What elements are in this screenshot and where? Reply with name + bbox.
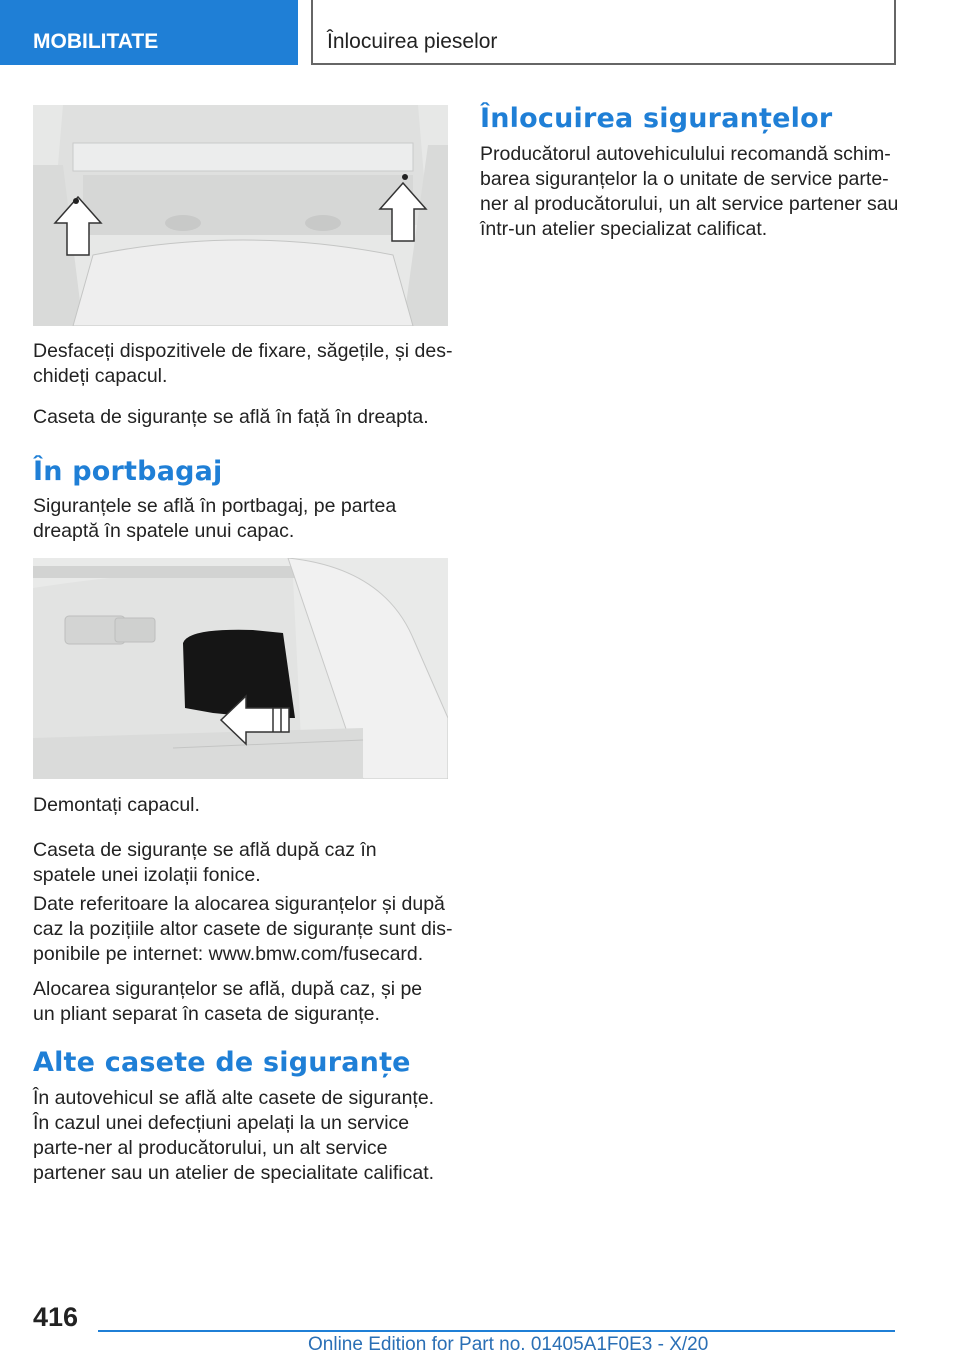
alte-casete-text: În autovehicul se află alte casete de siguranțe. În cazul unei defecțiuni apelați la un service parte-ner al producătorului, un alt service partener sau un atelier de specialitate calificat. (33, 1087, 435, 1184)
fig1-caption-2: Caseta de siguranțe se află în față în dreapta. (33, 406, 429, 428)
fig2-caption-3: Date referitoare la alocarea siguranțelor și după caz la pozițiile altor casete de siguranțe sunt dis-ponibile pe internet: www.bmw.com/fusecard. (33, 893, 453, 965)
inlocuirea-sigurantelor-text: Producătorul autovehiculului recomandă schim-barea siguranțelor la o unitate de service parte-ner al producătorului, un alt service partener sau într-un atelier specializat calificat. (480, 143, 899, 240)
edition-text: Online Edition for Part no. 01405A1F0E3 - X/20 (308, 1334, 709, 1355)
fig2-caption-2: Caseta de siguranțe se află după caz în spatele unei izolații fonice. (33, 839, 377, 886)
heading-alte-casete: Alte casete de siguranțe (33, 1047, 411, 1078)
fig2-caption-1: Demontați capacul. (33, 794, 200, 816)
page-number: 416 (33, 1302, 79, 1332)
fig1-caption-1: Desfaceți dispozitivele de fixare, săgețile, și des-chideți capacul. (33, 340, 453, 387)
portbagaj-text: Siguranțele se află în portbagaj, pe partea dreaptă în spatele unui capac. (33, 495, 397, 542)
heading-inlocuirea-sigurantelor: Înlocuirea siguranțelor (480, 103, 833, 134)
fig2-caption-4: Alocarea siguranțelor se află, după caz, și pe un pliant separat în caseta de siguranțe. (33, 978, 423, 1025)
section-tab: MOBILITATE (0, 0, 298, 65)
chapter-title: Înlocuirea pieselor (311, 0, 896, 65)
figure-trunk-cover (33, 558, 448, 779)
heading-portbagaj: În portbagaj (33, 456, 223, 487)
figure-dashboard-cover (33, 105, 448, 326)
footer-divider (98, 1330, 895, 1332)
